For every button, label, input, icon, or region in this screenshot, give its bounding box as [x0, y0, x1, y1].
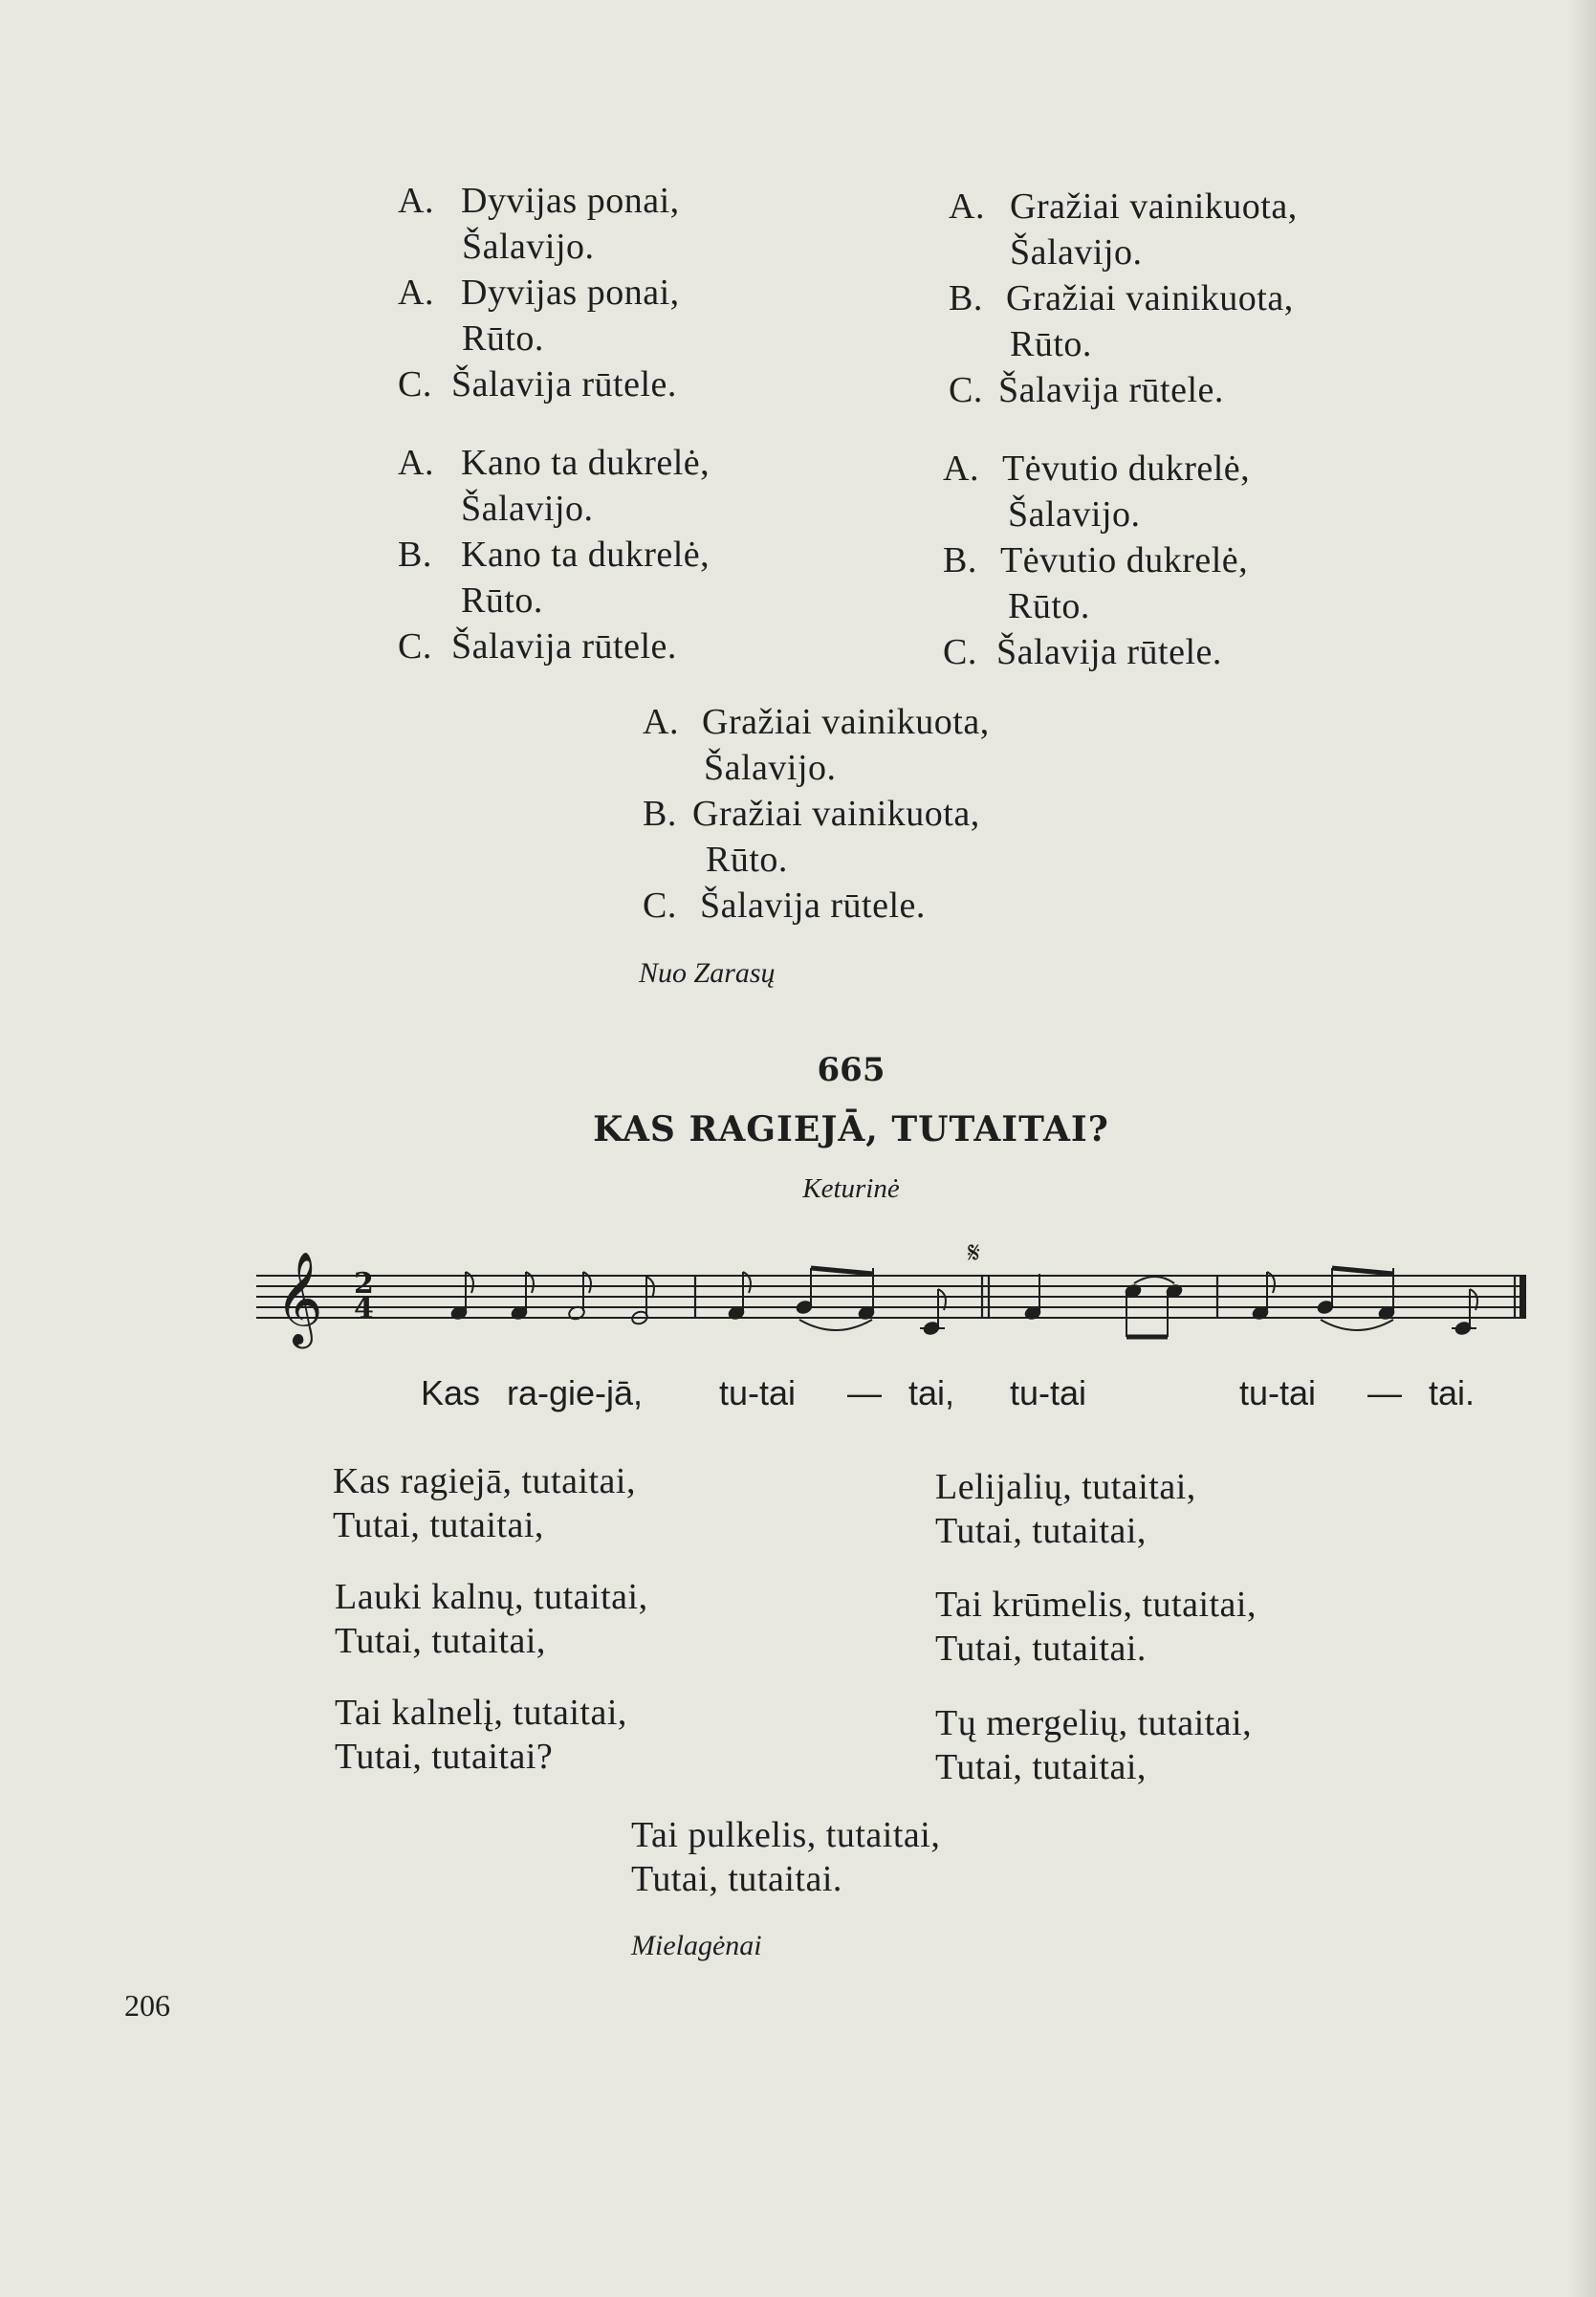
singer-label: A. [943, 448, 979, 489]
verse-line: A. Gražiai vainikuota, [643, 699, 990, 745]
tempo-marking: Keturinė [802, 1173, 900, 1204]
slur [1321, 1320, 1393, 1330]
verse-line: Tutai, tutaitai, [935, 1747, 1147, 1787]
singer-label: A. [398, 443, 434, 483]
verse-left-3 [335, 1691, 627, 1779]
singer-label: C. [949, 370, 983, 410]
stanza-top-left-2 [398, 440, 710, 669]
singer-label: B. [643, 794, 677, 834]
verse-right-1 [935, 1465, 1196, 1553]
verse-left-1 [333, 1459, 636, 1547]
verse-line: B. Gražiai vainikuota, [949, 275, 1298, 321]
singer-label: B. [398, 535, 432, 575]
lyric-syllable: tai, [908, 1373, 955, 1412]
verse-line: Šalavijo. [1010, 232, 1143, 273]
singer-label: B. [949, 278, 983, 318]
verse-line: Kas ragiejā, tutaitai, [333, 1461, 636, 1501]
verse-line: Šalavijo. [1008, 494, 1141, 535]
staff-lines [256, 1276, 1526, 1318]
singer-label: A. [398, 181, 434, 221]
verse-line: Šalavijo. [462, 227, 595, 267]
verse-line: Šalavijo. [704, 748, 837, 788]
verse-line: Tutai, tutaitai. [935, 1629, 1147, 1669]
stanza-center [643, 699, 990, 929]
verse-line: Rūto. [462, 318, 544, 359]
verse-line: A. Tėvutio dukrelė, [943, 446, 1250, 492]
verse-line: Rūto. [461, 580, 543, 621]
source-location-1: Nuo Zarasų [639, 957, 776, 989]
lyric-syllable: tai. [1429, 1373, 1476, 1412]
verse-line: Rūto. [1010, 324, 1092, 364]
verse-line: Tutai, tutaitai? [335, 1737, 554, 1777]
time-signature-bottom: 4 [354, 1292, 374, 1325]
verse-line: B. Kano ta dukrelė, [398, 532, 710, 578]
verse-line: Tutai, tutaitai, [935, 1511, 1147, 1551]
verse-line: Tai pulkelis, tutaitai, [631, 1815, 941, 1855]
verse-line: Tai kalnelį, tutaitai, [335, 1693, 627, 1733]
lyric-syllable: tu-tai [1010, 1373, 1087, 1412]
source-location-2: Mielagėnai [631, 1930, 762, 1961]
verse-line: Tutai, tutaitai, [333, 1505, 544, 1545]
verse-center [631, 1813, 940, 1901]
singer-label: C. [943, 632, 977, 672]
lyric-syllable: — [1367, 1373, 1402, 1412]
song-title: KAS RAGIEJĀ, TUTAITAI? [593, 1109, 1109, 1149]
verse-line: B. Gražiai vainikuota, [643, 791, 990, 837]
beam [1332, 1268, 1393, 1274]
tie [1134, 1277, 1174, 1283]
final-barline [1519, 1276, 1526, 1318]
verse-left-2 [335, 1575, 648, 1663]
slur [799, 1320, 872, 1330]
notes [449, 1268, 1477, 1337]
note [1124, 1283, 1142, 1337]
singer-label: A. [643, 702, 679, 742]
verse-line: Šalavijo. [461, 489, 594, 529]
verse-line: Rūto. [1008, 586, 1090, 626]
verse-line: Tai krūmelis, tutaitai, [935, 1585, 1257, 1625]
singer-label: A. [398, 273, 434, 313]
lyric-syllable: tu-tai [1239, 1373, 1317, 1412]
treble-clef-icon: 𝄞 [275, 1251, 323, 1345]
lyric-syllable: ra-gie-jā, [507, 1373, 644, 1412]
verse-line: B. Tėvutio dukrelė, [943, 537, 1250, 583]
verse-line: A. Dyvijas ponai, [398, 178, 680, 224]
segno-icon: 𝄋 [968, 1236, 980, 1270]
verse-right-2 [935, 1583, 1257, 1671]
verse-line: Tų mergelių, tutaitai, [935, 1703, 1253, 1743]
singer-label: C. [643, 886, 677, 926]
music-staff [0, 1234, 1596, 1358]
verse-line: C. Šalavija rūtele. [643, 883, 990, 929]
stanza-top-right-1 [949, 184, 1298, 413]
singer-label: C. [398, 364, 432, 405]
verse-line: Rūto. [706, 840, 788, 880]
page-number: 206 [124, 1988, 170, 2023]
stanza-top-left-1 [398, 178, 680, 407]
verse-line: C. Šalavija rūtele. [943, 629, 1250, 675]
singer-label: C. [398, 626, 432, 667]
verse-line: C. Šalavija rūtele. [949, 367, 1298, 413]
singer-label: B. [943, 540, 977, 580]
time-signature-top: 2 [354, 1267, 374, 1301]
verse-line: A. Kano ta dukrelė, [398, 440, 710, 486]
lyric-syllable: — [847, 1373, 882, 1412]
verse-line: Tutai, tutaitai. [631, 1859, 842, 1899]
verse-line: A. Dyvijas ponai, [398, 270, 680, 316]
song-number: 665 [817, 1051, 885, 1089]
singer-label: A. [949, 186, 985, 227]
music-lyrics [0, 1373, 1596, 1421]
verse-line: Lelijalių, tutaitai, [935, 1467, 1196, 1507]
lyric-syllable: Kas [421, 1373, 481, 1412]
lyric-syllable: tu-tai [719, 1373, 797, 1412]
note [1165, 1283, 1183, 1337]
verse-line: Lauki kalnų, tutaitai, [335, 1577, 648, 1617]
beam [811, 1268, 873, 1274]
verse-line: Tutai, tutaitai, [335, 1621, 546, 1661]
stanza-top-right-2 [943, 446, 1250, 675]
verse-line: A. Gražiai vainikuota, [949, 184, 1298, 230]
verse-line: C. Šalavija rūtele. [398, 623, 710, 669]
verse-right-3 [935, 1701, 1252, 1789]
verse-line: C. Šalavija rūtele. [398, 361, 680, 407]
page-edge-shadow [1569, 0, 1596, 2297]
